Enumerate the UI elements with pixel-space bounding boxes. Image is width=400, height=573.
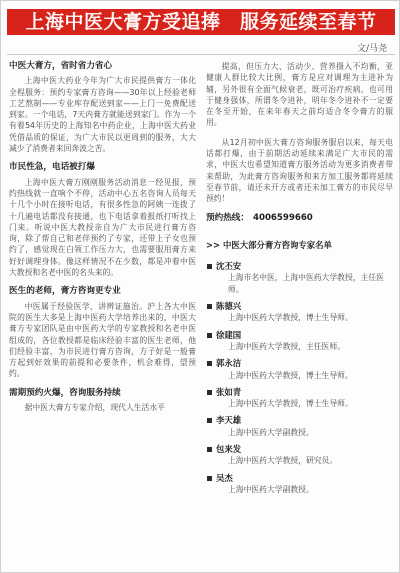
section-text: 上海中医大药业今年为广大市民提供膏方一体化全程服务：预约专家膏方咨询——30年以上经验老师工艺熬制——专业库存配送到家——上门一免费配送到家。一个电话，7天内膏方就能送到家门。作为一个有着54年历史的上海知名中药企业，上海中医大药业凭借品质的保证，为广大市民以更周到的服务，大大减少了消费者来回奔波之苦。 [9,76,196,154]
continuation-text: 提高，但压力大、活动少、营养摄入不均衡，亚健康人群比较大比例，膏方是应对调理为主进补为辅，另外很有全面气候衰老，既可治疗疾病，也可用于健身强体，所谓冬令进补，明年冬令进补不一定要在冬至开始，在来年春天之前均适合冬令膏方的服用。 [206,62,393,128]
expert-desc: 上海中医药大学副教授。 [228,427,314,437]
expert-desc: 上海中医药大学教授，研究员。 [228,456,338,466]
experts-list-title: >> 中医大部分膏方咨询专家名单 [206,239,332,250]
square-bullet-icon [207,476,212,481]
section-text: 上海中医大膏方刚刚服务活动消息一经见报，预约热线就一直响个不停，活动中心五名咨询人员每天十几个小时在接听电话，有很多性急的阿姨一连拨了十几遍电话都没有接通，也下电话拿着报纸打听找上门来。听说中医大教授亲自为广大市民进行膏方咨询，除了帮自己和老伴预约了专家，还带上子女也预约了，感觉现在白领工作压力大，也需要服用膏方来好好调理身体。像这样情况不在少数，都是冲着中医大教授和名老中医的名头来的。 [9,177,196,278]
square-bullet-icon [207,264,212,269]
right-column [206,61,393,501]
expert-desc: 上海中医药大学教授，博士生导师。 [228,313,353,323]
square-bullet-icon [207,390,212,395]
expert-desc: 上海中医药大学教授，博士生导师。 [228,370,353,380]
square-bullet-icon [207,361,212,366]
hotline-number[interactable]: 4006599660 [252,212,313,223]
byline: 文/马尧 [356,44,387,54]
section-4 [9,388,196,414]
section-2 [9,162,196,278]
list-item [206,358,393,381]
section-title: 医生的老师，膏方咨询更专业 [9,286,121,297]
expert-name: 郭永洁 [216,358,242,369]
square-bullet-icon [207,418,212,423]
expert-name: 陈德兴 [216,301,242,312]
expert-name: 徐建国 [216,329,242,340]
hotline-label: 预约热线： [206,212,249,223]
list-item [206,301,393,324]
square-bullet-icon [207,333,212,338]
expert-name: 包来发 [216,444,242,455]
divider [7,54,395,55]
expert-name: 张如青 [216,386,242,397]
section-3 [9,286,196,379]
expert-desc: 上海中医药大学副教授。 [228,484,314,494]
expert-desc: 上海中医药大学教授，博士生导师。 [228,399,353,409]
expert-name: 吴杰 [216,472,233,483]
hotline [206,213,393,224]
experts-list [206,261,393,495]
left-column [9,61,196,421]
section-1 [9,61,196,154]
section-title: 中医大膏方，省时省力省心 [9,61,113,71]
list-item [206,444,393,467]
service-notice: 从12月初中医大膏方咨询服务服启以来，每天电话都打爆，由于前期活动延续来满足广大市民的需求，中医大也希望知道膏方服务活动为更多消费者带来帮助，为此膏方咨询服务和来方加工服务都将延续至春节前，请还未开方或者还未加工膏方的市民尽早预约！ [206,137,393,204]
expert-name: 李天雄 [216,415,242,426]
expert-name: 沈丕安 [216,261,242,272]
section-text: 据中医大膏方专家介绍，现代人生活水平 [24,403,165,413]
section-text: 中医属于经验医学，讲辨证施治。沪上各大中医院的医生大多是上海中医药大学培养出来的，中医大膏方专家团队是由中医药大学的专家教授和名老中医组成的，各位教授都是临床经验丰富的医生老师，他们经验丰富，为市民进行膏方咨询，方子好是一般膏方起到好效果的前提和必要条件，机会难得，望预约。 [9,301,196,379]
square-bullet-icon [207,304,212,309]
list-item [206,387,393,410]
section-title: 需期预约火爆，咨询服务持续 [9,387,121,398]
square-bullet-icon [207,447,212,452]
list-item [206,330,393,353]
headline: 上海中医大膏方受追捧 服务延续至春节 [7,9,395,35]
expert-desc: 上海中医药大学教授，主任医师。 [228,341,345,351]
expert-desc: 上海市名中医，上海中医药大学教授，主任医师。 [228,273,384,294]
list-item [206,415,393,438]
section-title: 市民性急，电话被打爆 [9,162,95,173]
list-item [206,473,393,496]
list-item [206,261,393,295]
